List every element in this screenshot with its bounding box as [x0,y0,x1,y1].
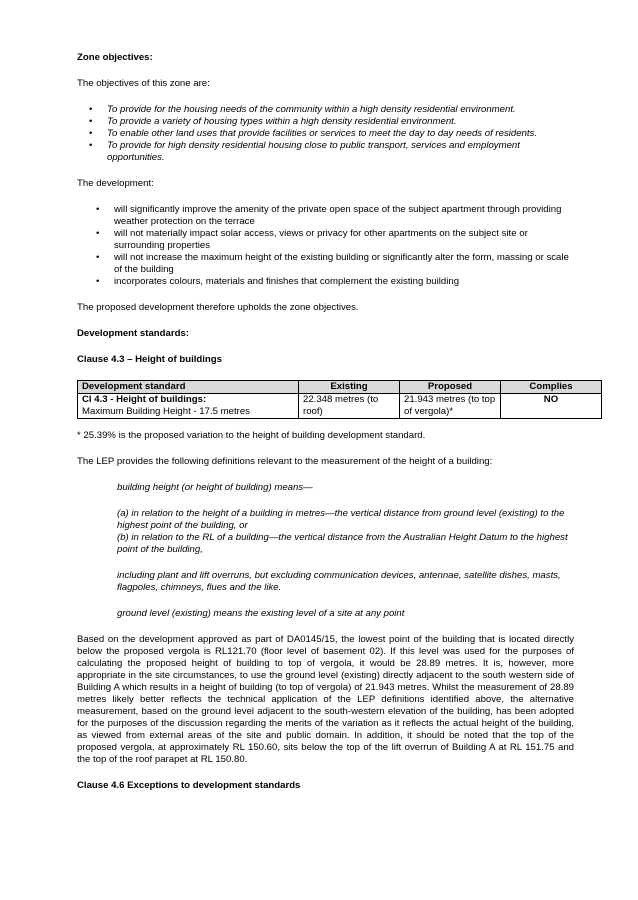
development-intro: The development: [77,178,154,189]
standard-cell [78,394,299,419]
standard-limit: Maximum Building Height - 17.5 metres [82,406,250,417]
column-header: Proposed [400,381,501,394]
list-item: • To provide for high density residential housing close to public transport, services and employment opportunities. [89,140,520,163]
bullet-icon: • [96,228,100,239]
bullet-icon: • [96,276,100,287]
zone-objectives-intro: The objectives of this zone are: [77,78,210,89]
development-conclusion: The proposed development therefore upholds the zone objectives. [77,302,359,313]
bullet-icon: • [96,204,100,215]
standard-name: Cl 4.3 - Height of buildings: [82,394,207,405]
height-analysis-paragraph: Based on the development approved as part of DA0145/15, the lowest point of the building that is located directly below the proposed vergola is RL121.70 (floor level of basement 02). If this level was used for the purposes of calculating the proposed height of building to top of vergola, it would be 28.89 metres. It is, however, more appropriate in the site circumstances, to use the ground level (existing) directly adjacent to the south western side of Building A which results in a height of building (to top of vergola) of 21.943 metres. Whilst the measurement of 28.89 metres likely better reflects the technical application of the LEP definitions identified above, the alternative measurement, based on the ground level adjacent to the south-western elevation of the building, has been adopted for the purposes of the discussion regarding the merits of the variation as it reflects the actual height of the building, as viewed from external areas of the site and public domain. In addition, it should be noted that the top of the proposed vergola, at approximately RL 150.60, sits below the top of the lift overrun of Building A at RL 151.75 and the top of the roof parapet at RL 150.80. [77,634,574,765]
column-header: Development standard [78,381,299,394]
list-item: • To provide for the housing needs of the community within a high density residential environment. [89,104,516,115]
definition-inclusions: including plant and lift overruns, but excluding communication devices, antennae, satellite dishes, masts, flagpoles, chimneys, flues and the like. [117,570,561,593]
bullet-icon: • [96,252,100,263]
table-row [78,394,602,419]
existing-cell: 22.348 metres (to roof) [299,394,400,419]
list-item: • will not materially impact solar access, views or privacy for other apartments on the subject site or surrounding properties [96,228,528,251]
proposed-cell: 21.943 metres (to top of vergola)* [400,394,501,419]
zone-objectives-list [77,104,574,164]
bullet-icon: • [89,128,93,139]
definition-part-b: (b) in relation to the RL of a building—the vertical distance from the Australian Height Datum to the highest point of the building, [117,532,568,555]
list-item: • To enable other land uses that provide facilities or services to meet the day to day needs of residents. [89,128,538,139]
complies-cell: NO [501,394,602,419]
list-item: • will significantly improve the amenity of the private open space of the subject apartment through providing weather protection on the terrace [96,204,562,227]
lep-intro: The LEP provides the following definitions relevant to the measurement of the height of a building: [77,456,493,467]
definition-part-a: (a) in relation to the height of a building in metres—the vertical distance from ground level (existing) to the highest point of the building, or [117,508,565,531]
table-header-row [78,381,602,394]
zone-objectives-heading: Zone objectives: [77,52,153,63]
list-item: • incorporates colours, materials and finishes that complement the existing building [96,276,460,287]
column-header: Existing [299,381,400,394]
bullet-icon: • [89,104,93,115]
variation-footnote: * 25.39% is the proposed variation to the height of building development standard. [77,430,426,441]
definition-building-height: building height (or height of building) means— [117,482,313,493]
list-item: • will not increase the maximum height of the existing building or significantly alter the form, massing or scale of the building [96,252,569,275]
definition-ground-level: ground level (existing) means the existing level of a site at any point [117,608,405,619]
development-list [77,204,574,288]
height-compliance-table [77,380,602,419]
bullet-icon: • [89,116,93,127]
list-item: • To provide a variety of housing types within a high density residential environment. [89,116,457,127]
clause-4-3-heading: Clause 4.3 – Height of buildings [77,354,222,365]
clause-4-6-heading: Clause 4.6 Exceptions to development standards [77,780,301,791]
column-header: Complies [501,381,602,394]
lep-definitions [77,482,574,620]
bullet-icon: • [89,140,93,151]
development-standards-heading: Development standards: [77,328,189,339]
